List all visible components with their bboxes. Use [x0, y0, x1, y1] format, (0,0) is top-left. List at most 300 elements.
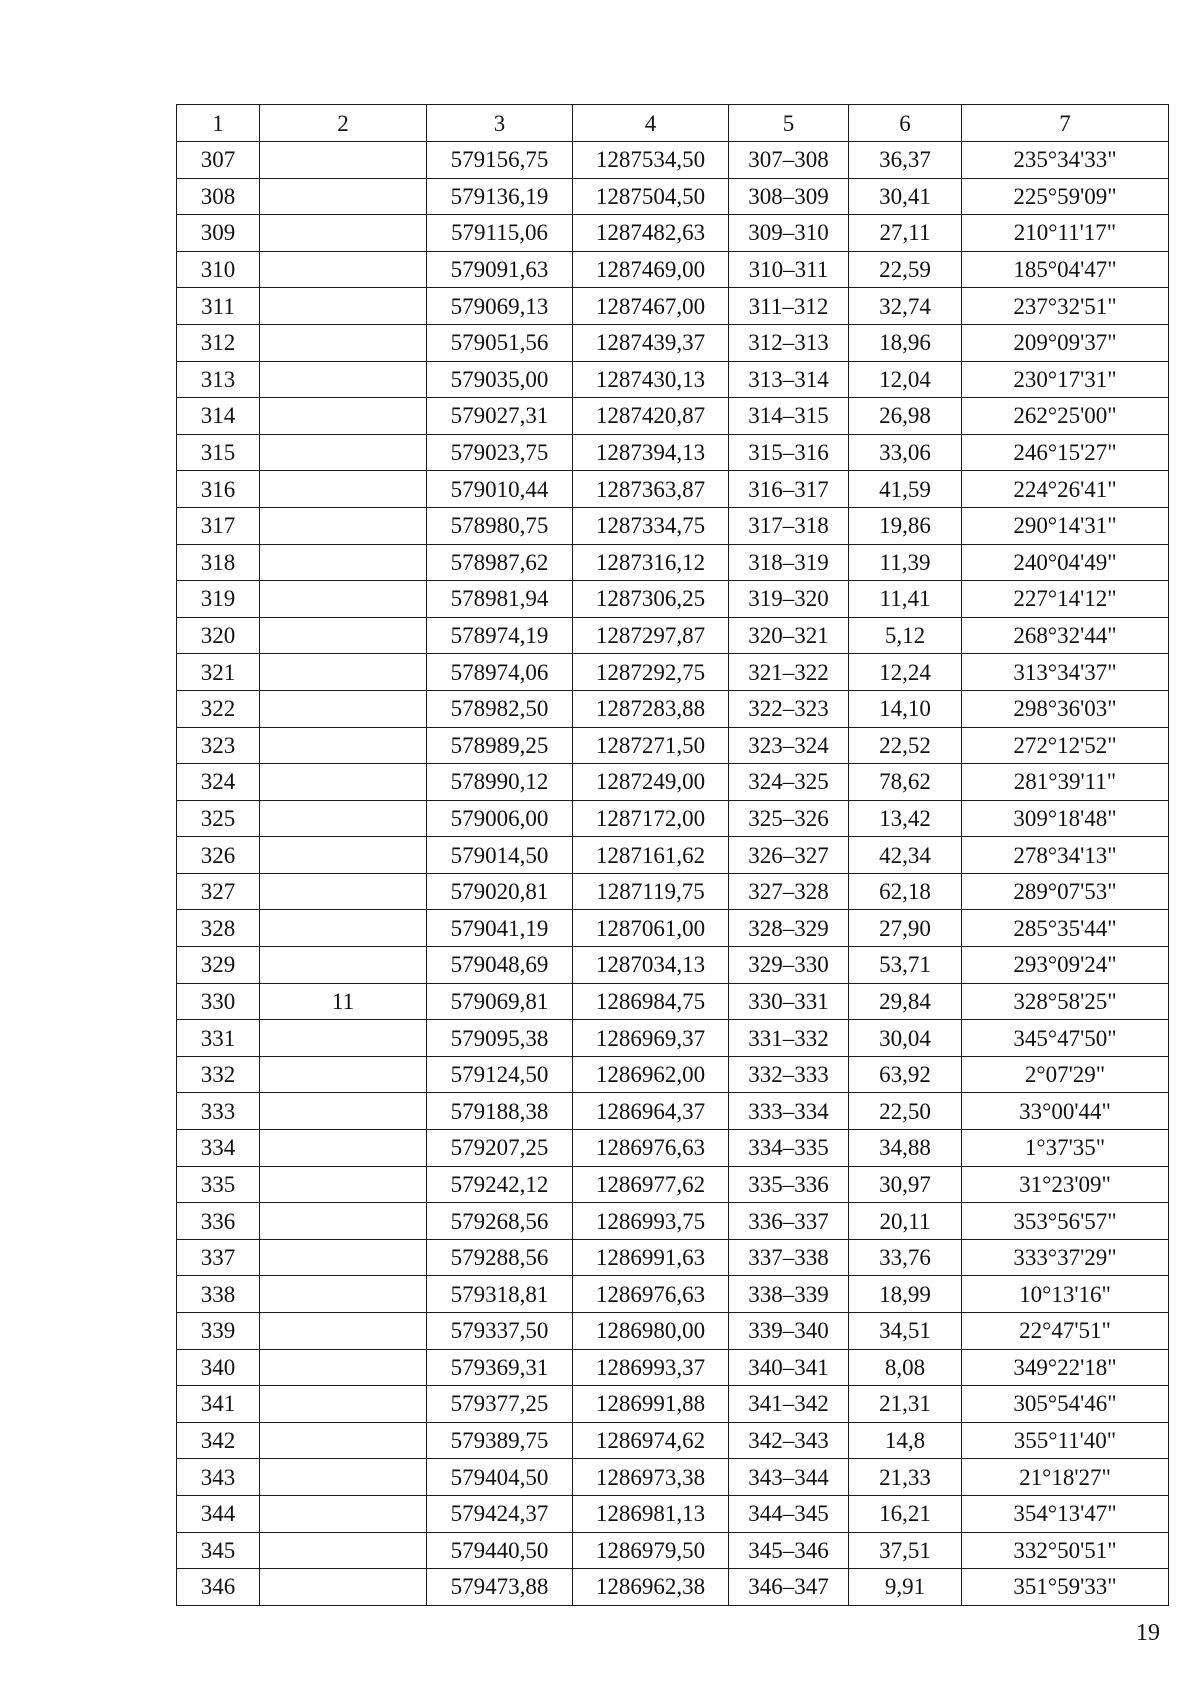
cell-length: 14,8	[849, 1422, 962, 1459]
table-row	[177, 142, 1169, 179]
cell-coord-y: 1287119,75	[573, 873, 729, 910]
cell-bearing: 354°13'47"	[962, 1495, 1169, 1532]
table-row	[177, 434, 1169, 471]
cell-coord-y: 1287297,87	[573, 617, 729, 654]
cell-segment: 328–329	[729, 910, 849, 947]
cell-length: 21,31	[849, 1386, 962, 1423]
cell-coord-x: 578980,75	[427, 507, 573, 544]
cell-point-number: 307	[177, 142, 260, 179]
cell-coord-y: 1287161,62	[573, 837, 729, 874]
cell-length: 13,42	[849, 800, 962, 837]
cell-coord-y: 1287034,13	[573, 947, 729, 984]
cell-segment: 308–309	[729, 178, 849, 215]
cell-coord-y: 1287061,00	[573, 910, 729, 947]
cell-length: 36,37	[849, 142, 962, 179]
cell-length: 14,10	[849, 690, 962, 727]
cell-section-number	[260, 1386, 427, 1423]
cell-coord-x: 579115,06	[427, 215, 573, 252]
cell-length: 30,04	[849, 1020, 962, 1057]
cell-point-number: 310	[177, 251, 260, 288]
table-row	[177, 1020, 1169, 1057]
cell-length: 11,41	[849, 581, 962, 618]
cell-point-number: 330	[177, 983, 260, 1020]
cell-section-number	[260, 764, 427, 801]
cell-coord-y: 1287430,13	[573, 361, 729, 398]
column-header-2: 2	[260, 105, 427, 142]
cell-coord-x: 579389,75	[427, 1422, 573, 1459]
cell-coord-y: 1287469,00	[573, 251, 729, 288]
table-row	[177, 873, 1169, 910]
cell-segment: 314–315	[729, 398, 849, 435]
cell-point-number: 308	[177, 178, 260, 215]
cell-bearing: 281°39'11"	[962, 764, 1169, 801]
cell-point-number: 326	[177, 837, 260, 874]
cell-point-number: 340	[177, 1349, 260, 1386]
cell-coord-y: 1286980,00	[573, 1313, 729, 1350]
cell-coord-y: 1287439,37	[573, 324, 729, 361]
table-row	[177, 837, 1169, 874]
cell-segment: 344–345	[729, 1495, 849, 1532]
cell-bearing: 262°25'00"	[962, 398, 1169, 435]
table-row	[177, 1532, 1169, 1569]
cell-coord-x: 578981,94	[427, 581, 573, 618]
cell-coord-y: 1287334,75	[573, 507, 729, 544]
cell-point-number: 322	[177, 690, 260, 727]
cell-section-number	[260, 1239, 427, 1276]
cell-point-number: 319	[177, 581, 260, 618]
cell-length: 27,11	[849, 215, 962, 252]
cell-coord-y: 1286993,75	[573, 1203, 729, 1240]
cell-bearing: 246°15'27"	[962, 434, 1169, 471]
cell-bearing: 209°09'37"	[962, 324, 1169, 361]
cell-point-number: 324	[177, 764, 260, 801]
table-row	[177, 1495, 1169, 1532]
cell-segment: 346–347	[729, 1569, 849, 1606]
cell-segment: 322–323	[729, 690, 849, 727]
cell-length: 41,59	[849, 471, 962, 508]
cell-point-number: 312	[177, 324, 260, 361]
cell-point-number: 342	[177, 1422, 260, 1459]
cell-length: 30,41	[849, 178, 962, 215]
cell-section-number	[260, 727, 427, 764]
cell-coord-x: 579051,56	[427, 324, 573, 361]
cell-bearing: 240°04'49"	[962, 544, 1169, 581]
cell-segment: 330–331	[729, 983, 849, 1020]
cell-point-number: 327	[177, 873, 260, 910]
cell-bearing: 309°18'48"	[962, 800, 1169, 837]
cell-section-number	[260, 361, 427, 398]
cell-length: 9,91	[849, 1569, 962, 1606]
cell-coord-x: 579006,00	[427, 800, 573, 837]
cell-section-number	[260, 1276, 427, 1313]
cell-bearing: 332°50'51"	[962, 1532, 1169, 1569]
table-row	[177, 1569, 1169, 1606]
table-row	[177, 251, 1169, 288]
cell-length: 22,59	[849, 251, 962, 288]
cell-point-number: 344	[177, 1495, 260, 1532]
cell-point-number: 331	[177, 1020, 260, 1057]
cell-coord-y: 1287420,87	[573, 398, 729, 435]
cell-bearing: 21°18'27"	[962, 1459, 1169, 1496]
cell-coord-x: 579035,00	[427, 361, 573, 398]
cell-segment: 337–338	[729, 1239, 849, 1276]
cell-section-number	[260, 1532, 427, 1569]
cell-length: 27,90	[849, 910, 962, 947]
cell-coord-y: 1286991,63	[573, 1239, 729, 1276]
cell-section-number	[260, 1203, 427, 1240]
cell-coord-x: 579027,31	[427, 398, 573, 435]
cell-length: 22,52	[849, 727, 962, 764]
cell-coord-x: 579188,38	[427, 1093, 573, 1130]
cell-bearing: 237°32'51"	[962, 288, 1169, 325]
cell-point-number: 339	[177, 1313, 260, 1350]
cell-bearing: 235°34'33"	[962, 142, 1169, 179]
table-row	[177, 1130, 1169, 1167]
cell-section-number	[260, 947, 427, 984]
cell-coord-x: 579242,12	[427, 1166, 573, 1203]
cell-segment: 327–328	[729, 873, 849, 910]
cell-coord-x: 579440,50	[427, 1532, 573, 1569]
cell-bearing: 225°59'09"	[962, 178, 1169, 215]
cell-point-number: 309	[177, 215, 260, 252]
cell-segment: 340–341	[729, 1349, 849, 1386]
cell-point-number: 320	[177, 617, 260, 654]
cell-section-number	[260, 471, 427, 508]
cell-length: 37,51	[849, 1532, 962, 1569]
cell-bearing: 1°37'35"	[962, 1130, 1169, 1167]
cell-segment: 310–311	[729, 251, 849, 288]
cell-length: 8,08	[849, 1349, 962, 1386]
cell-segment: 317–318	[729, 507, 849, 544]
cell-length: 78,62	[849, 764, 962, 801]
cell-section-number	[260, 1130, 427, 1167]
cell-section-number	[260, 1422, 427, 1459]
cell-section-number	[260, 1349, 427, 1386]
cell-segment: 334–335	[729, 1130, 849, 1167]
cell-coord-y: 1286981,13	[573, 1495, 729, 1532]
table-row	[177, 983, 1169, 1020]
cell-coord-x: 579288,56	[427, 1239, 573, 1276]
cell-segment: 338–339	[729, 1276, 849, 1313]
cell-bearing: 293°09'24"	[962, 947, 1169, 984]
cell-segment: 326–327	[729, 837, 849, 874]
table-row	[177, 1459, 1169, 1496]
cell-point-number: 323	[177, 727, 260, 764]
cell-bearing: 268°32'44"	[962, 617, 1169, 654]
cell-coord-y: 1286984,75	[573, 983, 729, 1020]
cell-coord-x: 579023,75	[427, 434, 573, 471]
cell-point-number: 336	[177, 1203, 260, 1240]
table-row	[177, 1313, 1169, 1350]
table-row	[177, 1203, 1169, 1240]
table-row	[177, 1276, 1169, 1313]
cell-coord-x: 579069,81	[427, 983, 573, 1020]
cell-section-number	[260, 581, 427, 618]
table-row	[177, 1386, 1169, 1423]
cell-segment: 319–320	[729, 581, 849, 618]
cell-coord-x: 579337,50	[427, 1313, 573, 1350]
cell-segment: 339–340	[729, 1313, 849, 1350]
cell-point-number: 329	[177, 947, 260, 984]
cell-bearing: 353°56'57"	[962, 1203, 1169, 1240]
cell-bearing: 349°22'18"	[962, 1349, 1169, 1386]
cell-bearing: 10°13'16"	[962, 1276, 1169, 1313]
cell-coord-y: 1287316,12	[573, 544, 729, 581]
cell-section-number	[260, 324, 427, 361]
cell-length: 16,21	[849, 1495, 962, 1532]
cell-coord-x: 578974,19	[427, 617, 573, 654]
cell-length: 22,50	[849, 1093, 962, 1130]
cell-segment: 320–321	[729, 617, 849, 654]
cell-bearing: 351°59'33"	[962, 1569, 1169, 1606]
cell-section-number	[260, 1495, 427, 1532]
cell-coord-x: 579095,38	[427, 1020, 573, 1057]
table-body	[177, 142, 1169, 1606]
cell-segment: 315–316	[729, 434, 849, 471]
cell-coord-y: 1287271,50	[573, 727, 729, 764]
cell-length: 18,99	[849, 1276, 962, 1313]
cell-length: 18,96	[849, 324, 962, 361]
cell-section-number	[260, 434, 427, 471]
cell-coord-x: 578982,50	[427, 690, 573, 727]
cell-length: 26,98	[849, 398, 962, 435]
cell-segment: 341–342	[729, 1386, 849, 1423]
cell-point-number: 334	[177, 1130, 260, 1167]
table-row	[177, 581, 1169, 618]
table-row	[177, 1239, 1169, 1276]
cell-point-number: 321	[177, 654, 260, 691]
cell-section-number	[260, 507, 427, 544]
cell-coord-x: 579268,56	[427, 1203, 573, 1240]
cell-segment: 329–330	[729, 947, 849, 984]
table-row	[177, 690, 1169, 727]
cell-length: 33,06	[849, 434, 962, 471]
cell-bearing: 289°07'53"	[962, 873, 1169, 910]
cell-point-number: 318	[177, 544, 260, 581]
cell-coord-y: 1287363,87	[573, 471, 729, 508]
cell-segment: 345–346	[729, 1532, 849, 1569]
cell-coord-x: 579020,81	[427, 873, 573, 910]
cell-point-number: 311	[177, 288, 260, 325]
cell-bearing: 313°34'37"	[962, 654, 1169, 691]
cell-length: 12,04	[849, 361, 962, 398]
cell-length: 30,97	[849, 1166, 962, 1203]
cell-section-number	[260, 288, 427, 325]
cell-coord-y: 1286964,37	[573, 1093, 729, 1130]
cell-bearing: 210°11'17"	[962, 215, 1169, 252]
cell-length: 5,12	[849, 617, 962, 654]
column-header-4: 4	[573, 105, 729, 142]
cell-length: 12,24	[849, 654, 962, 691]
cell-coord-x: 579136,19	[427, 178, 573, 215]
cell-bearing: 355°11'40"	[962, 1422, 1169, 1459]
cell-coord-y: 1286973,38	[573, 1459, 729, 1496]
cell-section-number	[260, 654, 427, 691]
cell-segment: 312–313	[729, 324, 849, 361]
cell-section-number	[260, 1020, 427, 1057]
cell-coord-x: 579041,19	[427, 910, 573, 947]
cell-point-number: 328	[177, 910, 260, 947]
cell-section-number	[260, 1093, 427, 1130]
cell-coord-y: 1287504,50	[573, 178, 729, 215]
cell-bearing: 333°37'29"	[962, 1239, 1169, 1276]
cell-coord-x: 579318,81	[427, 1276, 573, 1313]
table-row	[177, 288, 1169, 325]
cell-coord-x: 579124,50	[427, 1056, 573, 1093]
cell-section-number	[260, 617, 427, 654]
cell-length: 42,34	[849, 837, 962, 874]
cell-coord-y: 1286993,37	[573, 1349, 729, 1386]
cell-bearing: 227°14'12"	[962, 581, 1169, 618]
cell-length: 62,18	[849, 873, 962, 910]
cell-section-number: 11	[260, 983, 427, 1020]
table-row	[177, 764, 1169, 801]
table-row	[177, 544, 1169, 581]
cell-coord-y: 1287467,00	[573, 288, 729, 325]
table-row	[177, 617, 1169, 654]
cell-coord-y: 1286976,63	[573, 1276, 729, 1313]
cell-length: 53,71	[849, 947, 962, 984]
table-row	[177, 398, 1169, 435]
cell-segment: 307–308	[729, 142, 849, 179]
cell-coord-y: 1286991,88	[573, 1386, 729, 1423]
table-row	[177, 178, 1169, 215]
cell-coord-x: 579369,31	[427, 1349, 573, 1386]
cell-point-number: 341	[177, 1386, 260, 1423]
cell-segment: 335–336	[729, 1166, 849, 1203]
column-header-3: 3	[427, 105, 573, 142]
cell-section-number	[260, 690, 427, 727]
cell-coord-x: 578987,62	[427, 544, 573, 581]
table-row	[177, 215, 1169, 252]
cell-point-number: 343	[177, 1459, 260, 1496]
cell-segment: 313–314	[729, 361, 849, 398]
page-number: 19	[1136, 1620, 1160, 1646]
table-header	[177, 105, 1169, 142]
cell-section-number	[260, 398, 427, 435]
table-row	[177, 1093, 1169, 1130]
table-row	[177, 324, 1169, 361]
cell-point-number: 337	[177, 1239, 260, 1276]
cell-coord-x: 579377,25	[427, 1386, 573, 1423]
cell-bearing: 224°26'41"	[962, 471, 1169, 508]
cell-coord-y: 1286974,62	[573, 1422, 729, 1459]
table-row	[177, 1349, 1169, 1386]
header-row	[177, 105, 1169, 142]
cell-point-number: 333	[177, 1093, 260, 1130]
cell-bearing: 305°54'46"	[962, 1386, 1169, 1423]
column-header-1: 1	[177, 105, 260, 142]
cell-bearing: 185°04'47"	[962, 251, 1169, 288]
cell-coord-x: 579473,88	[427, 1569, 573, 1606]
table-row	[177, 800, 1169, 837]
cell-segment: 311–312	[729, 288, 849, 325]
column-header-6: 6	[849, 105, 962, 142]
cell-bearing: 298°36'03"	[962, 690, 1169, 727]
cell-point-number: 317	[177, 507, 260, 544]
cell-length: 21,33	[849, 1459, 962, 1496]
cell-coord-y: 1287306,25	[573, 581, 729, 618]
cell-length: 34,51	[849, 1313, 962, 1350]
cell-bearing: 230°17'31"	[962, 361, 1169, 398]
cell-length: 11,39	[849, 544, 962, 581]
cell-section-number	[260, 910, 427, 947]
cell-point-number: 316	[177, 471, 260, 508]
cell-bearing: 22°47'51"	[962, 1313, 1169, 1350]
cell-section-number	[260, 1056, 427, 1093]
cell-coord-x: 578990,12	[427, 764, 573, 801]
column-header-7: 7	[962, 105, 1169, 142]
cell-segment: 323–324	[729, 727, 849, 764]
cell-coord-x: 578974,06	[427, 654, 573, 691]
table-row	[177, 1056, 1169, 1093]
cell-section-number	[260, 142, 427, 179]
cell-point-number: 346	[177, 1569, 260, 1606]
cell-bearing: 285°35'44"	[962, 910, 1169, 947]
cell-point-number: 335	[177, 1166, 260, 1203]
cell-point-number: 332	[177, 1056, 260, 1093]
cell-segment: 324–325	[729, 764, 849, 801]
cell-coord-y: 1287283,88	[573, 690, 729, 727]
cell-segment: 325–326	[729, 800, 849, 837]
cell-length: 20,11	[849, 1203, 962, 1240]
table-row	[177, 1166, 1169, 1203]
cell-coord-y: 1286962,38	[573, 1569, 729, 1606]
cell-length: 19,86	[849, 507, 962, 544]
cell-point-number: 338	[177, 1276, 260, 1313]
cell-segment: 316–317	[729, 471, 849, 508]
cell-section-number	[260, 544, 427, 581]
cell-section-number	[260, 215, 427, 252]
cell-coord-y: 1287534,50	[573, 142, 729, 179]
cell-coord-x: 579404,50	[427, 1459, 573, 1496]
cell-coord-y: 1287482,63	[573, 215, 729, 252]
cell-segment: 343–344	[729, 1459, 849, 1496]
cell-bearing: 33°00'44"	[962, 1093, 1169, 1130]
cell-section-number	[260, 1569, 427, 1606]
cell-coord-x: 579069,13	[427, 288, 573, 325]
cell-section-number	[260, 251, 427, 288]
cell-segment: 342–343	[729, 1422, 849, 1459]
cell-bearing: 345°47'50"	[962, 1020, 1169, 1057]
cell-section-number	[260, 178, 427, 215]
table-row	[177, 1422, 1169, 1459]
cell-coord-x: 579048,69	[427, 947, 573, 984]
table-row	[177, 361, 1169, 398]
cell-section-number	[260, 873, 427, 910]
cell-segment: 332–333	[729, 1056, 849, 1093]
cell-bearing: 31°23'09"	[962, 1166, 1169, 1203]
cell-coord-y: 1286976,63	[573, 1130, 729, 1167]
cell-length: 29,84	[849, 983, 962, 1020]
column-header-5: 5	[729, 105, 849, 142]
table-row	[177, 947, 1169, 984]
cell-point-number: 313	[177, 361, 260, 398]
cell-coord-x: 579091,63	[427, 251, 573, 288]
cell-segment: 333–334	[729, 1093, 849, 1130]
cell-point-number: 325	[177, 800, 260, 837]
cell-coord-y: 1287172,00	[573, 800, 729, 837]
cell-section-number	[260, 837, 427, 874]
cell-coord-x: 579207,25	[427, 1130, 573, 1167]
cell-point-number: 314	[177, 398, 260, 435]
cell-section-number	[260, 1166, 427, 1203]
cell-coord-y: 1287292,75	[573, 654, 729, 691]
table-row	[177, 654, 1169, 691]
table-row	[177, 727, 1169, 764]
table-row	[177, 471, 1169, 508]
cell-bearing: 328°58'25"	[962, 983, 1169, 1020]
